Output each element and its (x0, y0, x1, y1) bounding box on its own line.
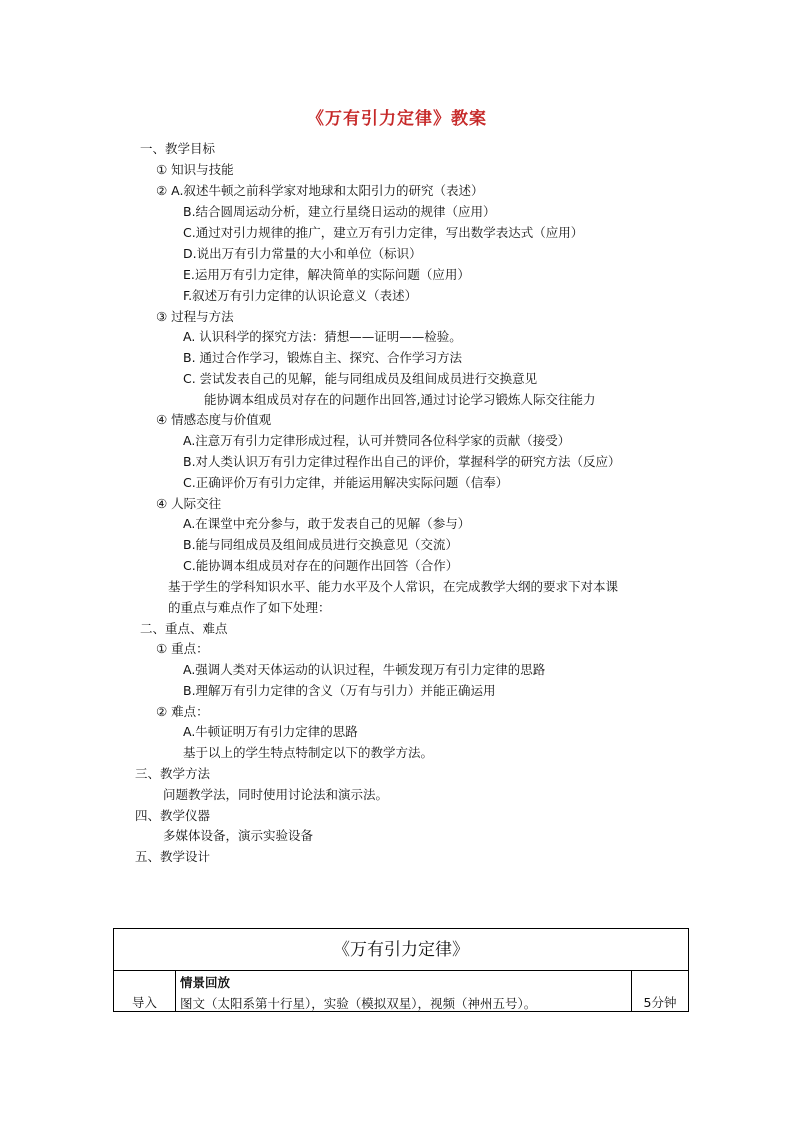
item-e: E.运用万有引力定律，解决简单的实际问题（应用） (183, 267, 470, 282)
item-interpersonal: ④ 人际交往 (156, 496, 222, 511)
item-d: D.说出万有引力常量的大小和单位（标识） (183, 246, 422, 261)
item-knowledge-skills: ① 知识与技能 (156, 162, 234, 177)
key-a: A.强调人类对天体运动的认识过程，牛顿发现万有引力定律的思路 (183, 662, 546, 677)
heading-key-points: 二、重点、难点 (140, 621, 228, 636)
process-b: B. 通过合作学习，锻炼自主、探究、合作学习方法 (183, 350, 463, 365)
interpersonal-a: A.在课堂中充分参与，敢于发表自己的见解（参与） (183, 516, 471, 531)
difficulty-a: A.牛顿证明万有引力定律的思路 (183, 724, 358, 739)
item-emotion-values: ④ 情感态度与价值观 (156, 412, 272, 427)
document-title: 《万有引力定律》教案 (307, 109, 487, 129)
lesson-design-table (113, 928, 689, 1012)
table-content-heading: 情景回放 (180, 975, 231, 990)
process-a: A. 认识科学的探究方法：猜想——证明——检验。 (183, 329, 462, 344)
teaching-methods-text: 问题教学法，同时使用讨论法和演示法。 (163, 787, 389, 802)
interpersonal-b: B.能与同组成员及组间成员进行交换意见（交流） (183, 537, 459, 552)
table-time-cell: 5分钟 (643, 995, 677, 1010)
heading-teaching-methods: 三、教学方法 (135, 766, 211, 781)
item-b: B.结合圆周运动分析，建立行星绕日运动的规律（应用） (183, 204, 496, 219)
table-content-text: 图文（太阳系第十行星），实验（模拟双星），视频（神州五号）。 (180, 996, 537, 1011)
item-a: ② A.叙述牛顿之前科学家对地球和太阳引力的研究（表述） (156, 183, 484, 198)
emotion-a: A.注意万有引力定律形成过程，认可并赞同各位科学家的贡献（接受） (183, 433, 571, 448)
process-c-continued: 能协调本组成员对存在的问题作出回答,通过讨论学习锻炼人际交往能力 (204, 392, 596, 407)
teaching-equipment-text: 多媒体设备，演示实验设备 (163, 828, 314, 843)
table-content-cell (176, 971, 632, 1012)
paragraph-method-basis: 基于以上的学生特点特制定以下的教学方法。 (183, 745, 434, 760)
table-stage-cell: 导入 (114, 971, 176, 1012)
item-difficulty: ② 难点： (156, 704, 209, 719)
heading-teaching-design: 五、教学设计 (135, 849, 211, 864)
emotion-c: C.正确评价万有引力定律，并能运用解决实际问题（信奉） (183, 475, 509, 490)
interpersonal-c: C.能协调本组成员对存在的问题作出回答（合作） (183, 558, 459, 573)
process-c: C. 尝试发表自己的见解，能与同组成员及组间成员进行交换意见 (183, 371, 538, 386)
paragraph-basis-continued: 的重点与难点作了如下处理： (168, 600, 331, 615)
item-process-methods: ③ 过程与方法 (156, 309, 234, 324)
table-title: 《万有引力定律》 (114, 929, 688, 971)
item-c: C.通过对引力规律的推广，建立万有引力定律，写出数学表达式（应用） (183, 225, 584, 240)
item-f: F.叙述万有引力定律的认识论意义（表述） (183, 288, 418, 303)
paragraph-basis: 基于学生的学科知识水平、能力水平及个人常识，在完成教学大纲的要求下对本课 (168, 579, 619, 594)
heading-teaching-equipment: 四、教学仪器 (135, 808, 211, 823)
key-b: B.理解万有引力定律的含义（万有与引力）并能正确运用 (183, 683, 496, 698)
item-key: ① 重点： (156, 641, 209, 656)
heading-teaching-goals: 一、教学目标 (140, 141, 216, 156)
emotion-b: B.对人类认识万有引力定律过程作出自己的评价，掌握科学的研究方法（反应） (183, 454, 621, 469)
